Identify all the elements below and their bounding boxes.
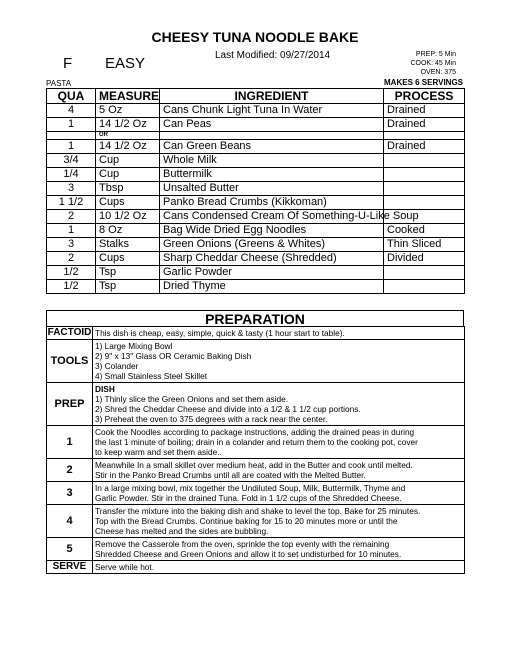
step-line: the last 1 minute of boiling; drain in a colander and return them to the cooking pot, cover bbox=[95, 437, 418, 447]
prep-heading: DISH bbox=[95, 384, 115, 394]
ingredient-measure: 10 1/2 Oz bbox=[96, 210, 160, 224]
recipe-grade: F bbox=[63, 55, 73, 72]
tools-row bbox=[47, 340, 465, 383]
ingredient-row bbox=[47, 182, 465, 196]
ingredient-measure: Cups bbox=[96, 252, 160, 266]
ingredient-name: Sharp Cheddar Cheese (Shredded) bbox=[160, 252, 384, 266]
step-line: Cook the Noodles according to package instructions, adding the drained peas in during bbox=[95, 427, 415, 437]
tools-line: 3) Colander bbox=[95, 361, 139, 371]
step-line: to keep warm and set them aside.. bbox=[95, 447, 222, 457]
preparation-body bbox=[47, 327, 465, 574]
factoid-label: FACTOID bbox=[47, 327, 92, 338]
ingredient-process bbox=[384, 280, 465, 294]
prep-row bbox=[47, 383, 465, 426]
tools-line: 4) Small Stainless Steel Skillet bbox=[95, 371, 208, 381]
prep-label: PREP bbox=[47, 383, 93, 426]
step-row bbox=[47, 482, 465, 505]
ingredient-measure: Cup bbox=[96, 154, 160, 168]
ingredient-row bbox=[47, 168, 465, 182]
ingredient-row bbox=[47, 140, 465, 154]
ingredient-name: Bag Wide Dried Egg Noodles bbox=[160, 224, 384, 238]
factoid-line: This dish is cheap, easy, simple, quick & tasty (1 hour start to table). bbox=[95, 328, 345, 338]
ingredient-row bbox=[47, 280, 465, 294]
ingredient-name: Garlic Powder bbox=[160, 266, 384, 280]
col-header-process: PROCESS bbox=[384, 89, 465, 104]
ingredient-name: Buttermilk bbox=[160, 168, 384, 182]
ingredient-process: Drained bbox=[384, 140, 465, 154]
ingredient-qty: 1 bbox=[47, 118, 96, 132]
prep-line: 2) Shred the Cheddar Cheese and divide into a 1/2 & 1 1/2 cup portions. bbox=[95, 404, 361, 414]
step-line: Transfer the mixture into the baking dish and shake to level the top. Bake for 25 minutes. bbox=[95, 506, 421, 516]
step-content bbox=[93, 459, 465, 482]
ingredient-row bbox=[47, 238, 465, 252]
step-row bbox=[47, 459, 465, 482]
ingredient-row bbox=[47, 224, 465, 238]
step-content bbox=[93, 538, 465, 561]
ingredient-name: Dried Thyme bbox=[160, 280, 384, 294]
ingredient-row bbox=[47, 118, 465, 132]
last-modified: Last Modified: 09/27/2014 bbox=[215, 50, 331, 61]
step-line: In a large mixing bowl, mix together the Undiluted Soup, Milk, Buttermilk, Thyme and bbox=[95, 483, 406, 493]
step-line: Meanwhile In a small skillet over medium heat, add in the Butter and cook until melted. bbox=[95, 460, 413, 470]
prep-content bbox=[93, 383, 465, 426]
ingredient-name: Can Green Beans bbox=[160, 140, 384, 154]
ingredient-qty: 4 bbox=[47, 104, 96, 118]
step-line: Garlic Powder. Stir in the drained Tuna. Fold in 1 1/2 cups of the Shredded Cheese. bbox=[95, 493, 402, 503]
ingredient-row bbox=[47, 266, 465, 280]
ingredient-qty: 1/2 bbox=[47, 280, 96, 294]
preparation-title: PREPARATION bbox=[46, 310, 464, 327]
ingredient-qty: 2 bbox=[47, 210, 96, 224]
serve-row bbox=[47, 561, 465, 574]
or-label: OR bbox=[96, 132, 160, 140]
ingredient-row bbox=[47, 252, 465, 266]
step-label: 2 bbox=[47, 459, 93, 482]
prep-time: PREP: 5 Min bbox=[415, 51, 456, 58]
ingredient-measure: 14 1/2 Oz bbox=[96, 118, 160, 132]
ingredient-name: Can Peas bbox=[160, 118, 384, 132]
or-row bbox=[47, 132, 465, 140]
prep-line: 1) Thinly slice the Green Onions and set them aside. bbox=[95, 394, 289, 404]
ingredient-measure: Tsp bbox=[96, 280, 160, 294]
ingredient-measure: Stalks bbox=[96, 238, 160, 252]
ingredient-name: Whole Milk bbox=[160, 154, 384, 168]
ingredient-process bbox=[384, 168, 465, 182]
step-content bbox=[93, 505, 465, 538]
ingredient-measure: 5 Oz bbox=[96, 104, 160, 118]
ingredient-qty: 2 bbox=[47, 252, 96, 266]
ingredient-row bbox=[47, 104, 465, 118]
ingredient-qty: 1 bbox=[47, 224, 96, 238]
step-label: 3 bbox=[47, 482, 93, 505]
step-content bbox=[93, 482, 465, 505]
or-spacer bbox=[384, 132, 465, 140]
servings: MAKES 6 SERVINGS bbox=[384, 78, 463, 87]
step-line: Shredded Cheese and Green Onions and allow it to set undisturbed for 10 minutes. bbox=[95, 549, 402, 559]
prep-line: 3) Preheat the oven to 375 degrees with a rack near the center. bbox=[95, 414, 328, 424]
ingredients-table bbox=[46, 88, 465, 294]
step-row bbox=[47, 426, 465, 459]
ingredients-header-row bbox=[47, 89, 465, 104]
ingredient-process bbox=[384, 154, 465, 168]
time-info bbox=[330, 50, 456, 77]
factoid-content bbox=[93, 327, 465, 340]
ingredient-process bbox=[384, 182, 465, 196]
ingredient-measure: Tsp bbox=[96, 266, 160, 280]
preparation-table bbox=[46, 326, 465, 574]
step-label: 1 bbox=[47, 426, 93, 459]
step-line: Remove the Casserole from the oven, sprinkle the top evenly with the remaining bbox=[95, 539, 390, 549]
ingredient-measure: 14 1/2 Oz bbox=[96, 140, 160, 154]
col-header-measure: MEASURE bbox=[96, 89, 160, 104]
ingredient-measure: 8 Oz bbox=[96, 224, 160, 238]
ingredient-name: Cans Condensed Cream Of Something-U-Like Soup bbox=[160, 210, 384, 224]
tools-line: 1) Large Mixing Bowl bbox=[95, 341, 173, 351]
tools-line: 2) 9" x 13" Glass OR Ceramic Baking Dish bbox=[95, 351, 252, 361]
ingredient-qty: 3 bbox=[47, 238, 96, 252]
recipe-category: PASTA bbox=[46, 79, 72, 88]
or-spacer bbox=[160, 132, 384, 140]
step-line: Stir in the Panko Bread Crumbs until all are coated with the Melted Butter. bbox=[95, 470, 366, 480]
ingredient-qty: 3 bbox=[47, 182, 96, 196]
ingredient-row bbox=[47, 210, 465, 224]
ingredient-process bbox=[384, 266, 465, 280]
or-spacer bbox=[47, 132, 96, 140]
step-label: 4 bbox=[47, 505, 93, 538]
ingredients-body bbox=[47, 104, 465, 294]
tools-content bbox=[93, 340, 465, 383]
ingredient-qty: 1 bbox=[47, 140, 96, 154]
ingredient-process: Divided bbox=[384, 252, 465, 266]
cook-time: COOK: 45 Min bbox=[410, 60, 456, 67]
ingredient-qty: 1/4 bbox=[47, 168, 96, 182]
tools-label: TOOLS bbox=[47, 340, 93, 383]
ingredient-process: Thin Sliced bbox=[384, 238, 465, 252]
step-line: Top with the Bread Crumbs. Continue baking for 15 to 20 minutes more or until the bbox=[95, 516, 398, 526]
ingredient-process bbox=[384, 196, 465, 210]
ingredient-row bbox=[47, 154, 465, 168]
ingredient-measure: Cups bbox=[96, 196, 160, 210]
col-header-qty: QUA bbox=[47, 89, 96, 104]
ingredient-name: Green Onions (Greens & Whites) bbox=[160, 238, 384, 252]
factoid-row bbox=[47, 327, 465, 340]
ingredient-measure: Tbsp bbox=[96, 182, 160, 196]
ingredient-measure: Cup bbox=[96, 168, 160, 182]
ingredient-qty: 3/4 bbox=[47, 154, 96, 168]
serve-line: Serve while hot. bbox=[95, 562, 155, 572]
ingredient-process: Drained bbox=[384, 104, 465, 118]
step-content bbox=[93, 426, 465, 459]
recipe-difficulty: EASY bbox=[105, 55, 146, 72]
serve-content bbox=[93, 561, 465, 574]
ingredient-name: Unsalted Butter bbox=[160, 182, 384, 196]
step-row bbox=[47, 505, 465, 538]
ingredient-name: Cans Chunk Light Tuna In Water bbox=[160, 104, 384, 118]
ingredient-name: Panko Bread Crumbs (Kikkoman) bbox=[160, 196, 384, 210]
step-line: Cheese has melted and the sides are bubbling. bbox=[95, 526, 269, 536]
ingredient-qty: 1 1/2 bbox=[47, 196, 96, 210]
ingredient-row bbox=[47, 196, 465, 210]
ingredient-process: Drained bbox=[384, 118, 465, 132]
ingredient-process: Cooked bbox=[384, 224, 465, 238]
col-header-ingredient: INGREDIENT bbox=[160, 89, 384, 104]
serve-label: SERVE bbox=[47, 561, 93, 574]
step-label: 5 bbox=[47, 538, 93, 561]
ingredient-qty: 1/2 bbox=[47, 266, 96, 280]
step-row bbox=[47, 538, 465, 561]
oven-temp: OVEN: 375 bbox=[420, 69, 456, 76]
recipe-title: CHEESY TUNA NOODLE BAKE bbox=[151, 29, 359, 45]
